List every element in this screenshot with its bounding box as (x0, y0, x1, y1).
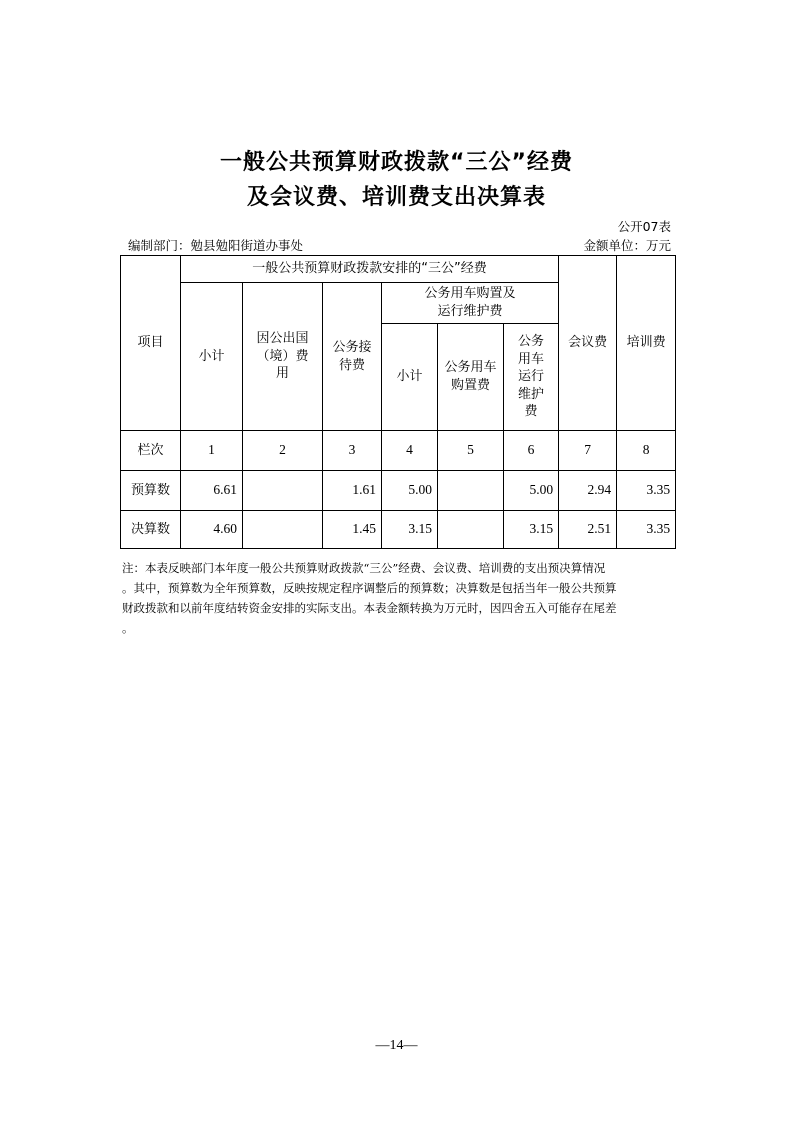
cell-value (243, 471, 323, 511)
column-index: 5 (438, 431, 504, 471)
cell-value: 5.00 (504, 471, 559, 511)
column-index: 8 (617, 431, 676, 471)
cell-value: 1.45 (323, 511, 382, 549)
header-reception: 公务接待费 (323, 283, 382, 431)
row-label: 预算数 (121, 471, 181, 511)
cell-value: 3.15 (504, 511, 559, 549)
column-index-label: 栏次 (121, 431, 181, 471)
cell-value: 4.60 (181, 511, 243, 549)
column-index: 3 (323, 431, 382, 471)
note-line: 。 (122, 621, 134, 635)
column-index: 4 (382, 431, 438, 471)
cell-value: 5.00 (382, 471, 438, 511)
header-three-public-group: 一般公共预算财政拨款安排的“三公”经费 (181, 256, 559, 283)
note-line: 财政拨款和以前年度结转资金安排的实际支出。本表金额转换为万元时，因四舍五入可能存在尾差 (122, 601, 617, 615)
table-note (122, 558, 674, 638)
cell-value: 3.35 (617, 511, 676, 549)
column-index: 2 (243, 431, 323, 471)
header-vehicle-purchase: 公务用车购置费 (438, 324, 504, 431)
column-index: 1 (181, 431, 243, 471)
header-item: 项目 (121, 256, 181, 431)
note-line: 。其中，预算数为全年预算数，反映按规定程序调整后的预算数；决算数是包括当年一般公共预算 (122, 581, 617, 595)
header-vehicle-operation: 公务用车运行维护费 (504, 324, 559, 431)
header-abroad: 因公出国（境）费用 (243, 283, 323, 431)
column-index: 7 (559, 431, 617, 471)
cell-value: 3.35 (617, 471, 676, 511)
cell-value: 3.15 (382, 511, 438, 549)
header-meeting: 会议费 (559, 256, 617, 431)
table-title-line-2: 及会议费、培训费支出决算表 (246, 185, 546, 210)
cell-value (438, 471, 504, 511)
row-label: 决算数 (121, 511, 181, 549)
page-number: —14— (375, 1038, 418, 1053)
cell-value: 6.61 (181, 471, 243, 511)
cell-value (438, 511, 504, 549)
amount-unit-label: 金额单位：万元 (583, 238, 671, 253)
table-title-line-1: 一般公共预算财政拨款“三公”经费 (220, 150, 573, 175)
column-index: 6 (504, 431, 559, 471)
table-row-final (121, 511, 676, 549)
table-row-budget (121, 471, 676, 511)
header-vehicle-group: 公务用车购置及运行维护费 (382, 283, 559, 324)
cell-value: 1.61 (323, 471, 382, 511)
form-code: 公开07表 (617, 219, 671, 234)
note-line: 注：本表反映部门本年度一般公共预算财政拨款“三公”经费、会议费、培训费的支出预决算情况 (122, 561, 606, 575)
expenditure-table (120, 255, 676, 549)
header-subtotal: 小计 (181, 283, 243, 431)
cell-value (243, 511, 323, 549)
cell-value: 2.51 (559, 511, 617, 549)
department-label: 编制部门：勉县勉阳街道办事处 (128, 238, 304, 253)
cell-value: 2.94 (559, 471, 617, 511)
header-training: 培训费 (617, 256, 676, 431)
header-vehicle-subtotal: 小计 (382, 324, 438, 431)
